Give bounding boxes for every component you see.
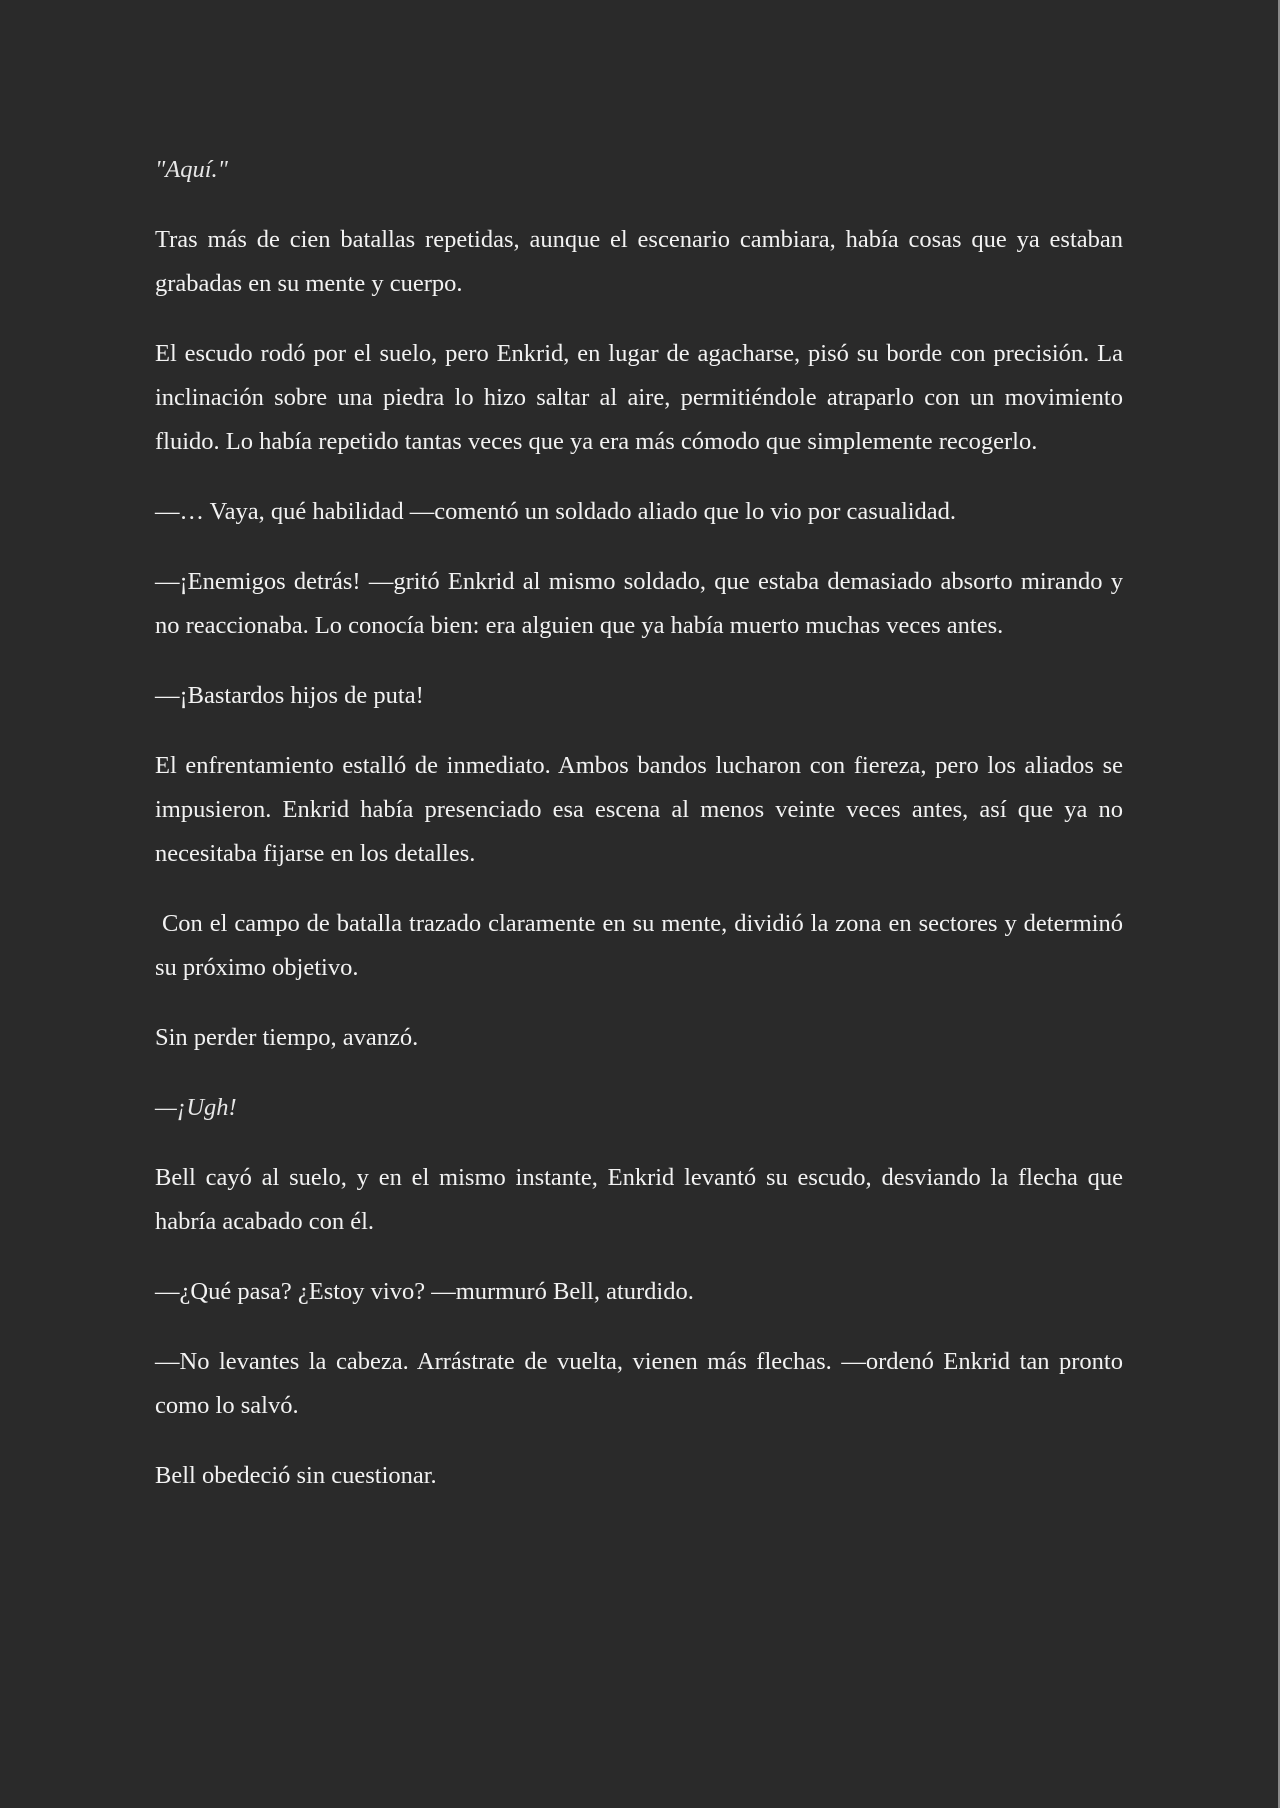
paragraph: —No levantes la cabeza. Arrástrate de vuelta, vienen más flechas. —ordenó Enkrid tan pronto como lo salvó. — [155, 1348, 1123, 1419]
paragraph: —¿Qué pasa? ¿Estoy vivo? —murmuró Bell, aturdido. — [155, 1278, 694, 1305]
paragraph: Tras más de cien batallas repetidas, aunque el escenario cambiara, había cosas que ya estaban grabadas en su mente y cuerpo. — [155, 226, 1123, 297]
paragraph: Con el campo de batalla trazado claramente en su mente, dividió la zona en sectores y determinó su próximo objetivo. — [155, 910, 1130, 981]
paragraph: El enfrentamiento estalló de inmediato. Ambos bandos lucharon con fiereza, pero los aliados se impusieron. Enkrid había presenciado esa escena al menos veinte veces antes, así que ya no necesitaba fijarse en los detalles. — [155, 752, 1123, 867]
paragraph: Bell obedeció sin cuestionar. — [155, 1462, 437, 1489]
paragraph: Bell cayó al suelo, y en el mismo instante, Enkrid levantó su escudo, desviando la flecha que habría acabado con él. — [155, 1164, 1123, 1235]
paragraph: —… Vaya, qué habilidad —comentó un soldado aliado que lo vio por casualidad. — [155, 498, 957, 525]
paragraph: —¡Enemigos detrás! —gritó Enkrid al mismo soldado, que estaba demasiado absorto mirando y no reaccionaba. Lo conocía bien: era alguien que ya había muerto muchas veces antes. — [155, 568, 1123, 639]
paragraph-ugh: —¡Ugh! — [155, 1094, 237, 1121]
reader-content — [155, 148, 1130, 1524]
paragraph-aqui: "Aquí." — [155, 156, 228, 183]
paragraph: El escudo rodó por el suelo, pero Enkrid, en lugar de agacharse, pisó su borde con precisión. La inclinación sobre una piedra lo hizo saltar al aire, permitiéndole atraparlo con un movimiento fluido. Lo había repetido tantas veces que ya era más cómodo que simplemente recogerlo. — [155, 340, 1123, 455]
paragraph: —¡Bastardos hijos de puta! — [155, 682, 424, 709]
paragraph: Sin perder tiempo, avanzó. — [155, 1024, 419, 1051]
